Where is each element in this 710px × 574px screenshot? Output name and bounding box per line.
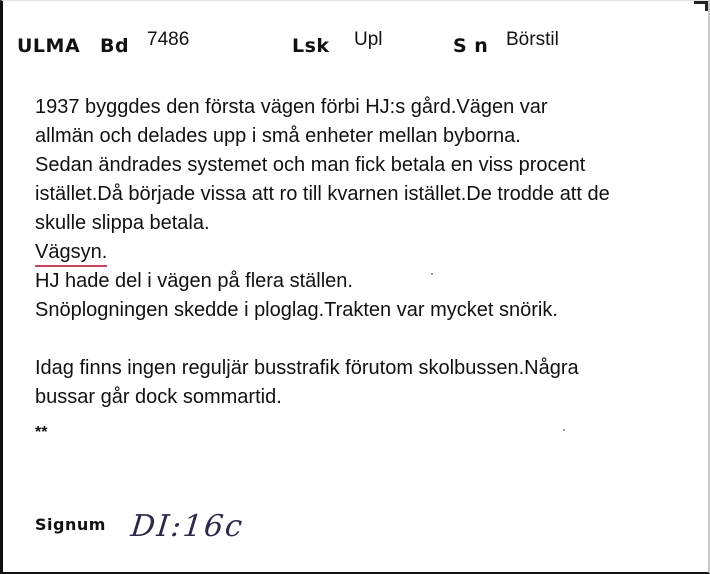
text-line: allmän och delades upp i små enheter mellan byborna. — [35, 125, 521, 147]
socken-value: Börstil — [506, 29, 559, 50]
record-text — [35, 93, 695, 412]
signum-label: Signum — [35, 515, 106, 534]
text-line: Idag finns ingen reguljär busstrafik förutom skolbussen.Några — [35, 357, 579, 379]
archive-label: ULMA — [17, 35, 81, 57]
volume-label: Bd — [100, 35, 130, 57]
signum-handwritten-value: DI:16c — [129, 509, 246, 544]
paragraph-gap — [35, 325, 695, 354]
text-line: Snöplogningen skedde i ploglag.Trakten var mycket snörik. — [35, 299, 558, 321]
volume-value: 7486 — [147, 29, 190, 50]
landskap-value: Upl — [354, 29, 383, 50]
landskap-label: Lsk — [292, 35, 330, 57]
corner-mark — [694, 1, 708, 11]
underlined-subheading: Vägsyn. — [35, 240, 107, 267]
scan-speck — [563, 429, 565, 431]
socken-label: S n — [453, 35, 489, 57]
scan-speck — [431, 273, 433, 275]
text-line: 1937 byggdes den första vägen förbi HJ:s gård.Vägen var — [35, 96, 548, 118]
text-line: bussar går dock sommartid. — [35, 386, 282, 408]
text-line: Sedan ändrades systemet och man fick betala en viss procent — [35, 154, 586, 176]
text-line: istället.Då började vissa att ro till kvarnen istället.De trodde att de — [35, 183, 610, 205]
asterisks: ** — [35, 424, 48, 441]
text-line: skulle slippa betala. — [35, 212, 210, 234]
subheading-line — [35, 238, 695, 267]
text-line: HJ hade del i vägen på flera ställen. — [35, 270, 353, 292]
